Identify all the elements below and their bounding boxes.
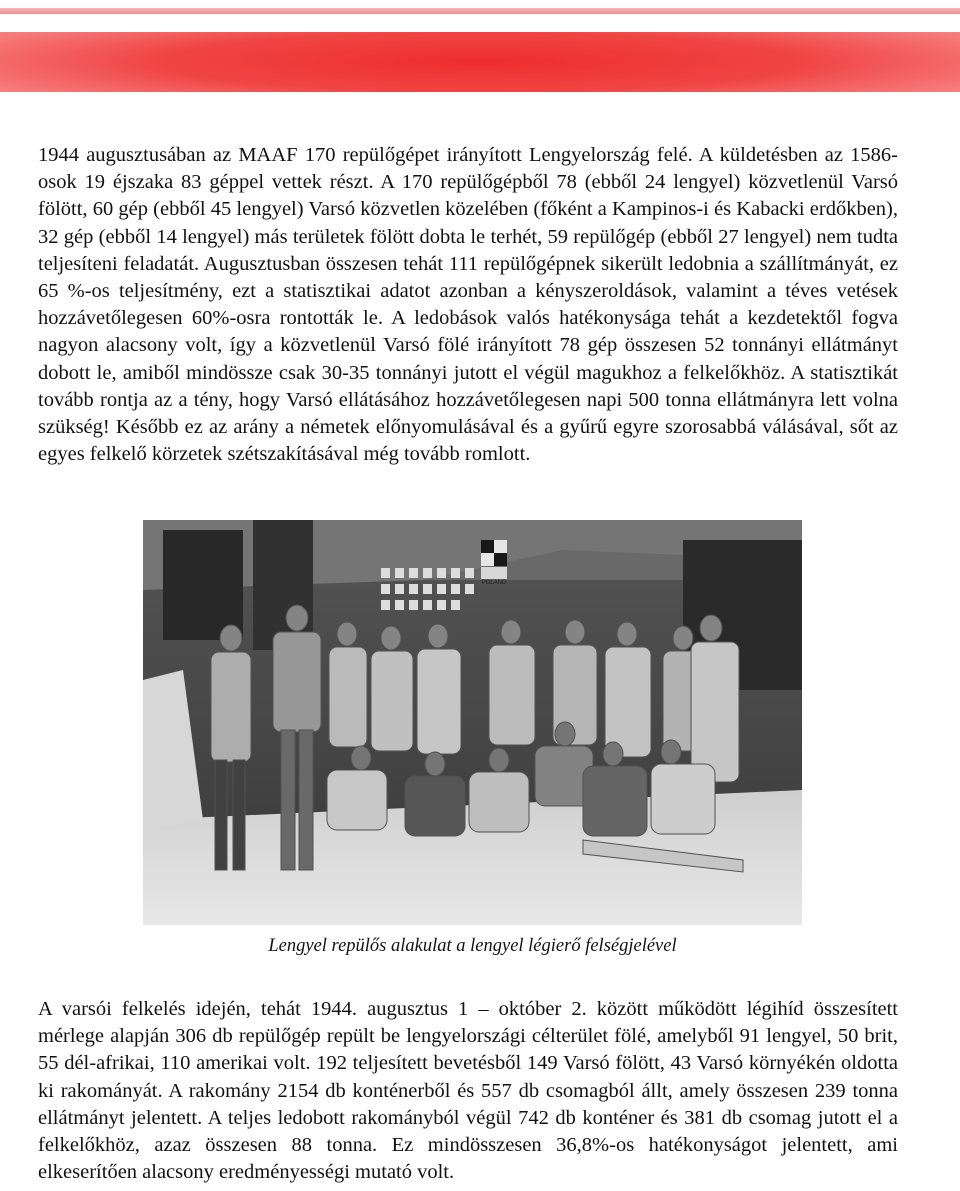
squadron-photo <box>143 520 802 925</box>
body-paragraph-1: 1944 augusztusában az MAAF 170 repülőgépet irányított Lengyelország felé. A küldetésben az 1586-osok 19 éjszaka 83 géppel vettek részt. A 170 repülőgépből 78 (ebből 24 lengyel) közvetlenül Varsó fölött, 60 gép (ebből 45 lengyel) Varsó közvetlen közelében (főként a Kampinos-i és Kabacki erdőkben), 32 gép (ebből 14 lengyel) más területek fölött dobta le terhét, 59 repülőgép (ebből 27 lengyel) nem tudta teljesíteni feladatát. Augusztusban összesen tehát 111 repülőgépnek sikerült ledobnia a szállítmányát, ez 65 %-os teljesítmény, ezt a statisztikai adatot azonban a kényszeroldások, valamint a téves vetések hozzávetőlegesen 60%-osra rontották le. A ledobások valós hatékonysága tehát a kezdetektől fogva nagyon alacsony volt, így a közvetlenül Varsó fölé irányított 78 gép összesen 52 tonnányi ellátmányt dobott le, amiből mindössze csak 30-35 tonnányi jutott el végül magukhoz a felkelőkhöz. A statisztikát tovább rontja az a tény, hogy Varsó ellátásához hozzávetőlegesen napi 500 tonna ellátmányra lett volna szükség! Később ez az arány a németek előnyomulásával és a gyűrű egyre szorosabbá válásával, sőt az egyes felkelő körzetek szétszakításával még tovább romlott. <box>38 144 898 466</box>
body-paragraph-2: A varsói felkelés idején, tehát 1944. augusztus 1 – október 2. között működött légihíd összesített mérlege alapján 306 db repülőgép repült be lengyelországi célterület fölé, amelyből 91 lengyel, 50 brit, 55 dél-afrikai, 110 amerikai volt. 192 teljesített bevetésből 149 Varsó fölött, 43 Varsó környékén oldotta ki rakományát. A rakomány 2154 db konténerből és 557 db csomagból állt, amely összesen 239 tonna ellátmányt jelentett. A teljes ledobott rakományból végül 742 db konténer és 381 db csomag jutott el a felkelőkhöz, azaz összesen 88 tonna. Ez mindösszesen 36,8%-os hatékonyságot jelentett, ami elkeserítően alacsony eredményességi mutató volt. <box>38 998 898 1184</box>
header-red-band <box>0 32 960 92</box>
header-thin-stripe <box>0 8 960 14</box>
photo-caption: Lengyel repülős alakulat a lengyel légierő felségjelével <box>268 936 677 956</box>
insignia-label: POLAND <box>481 580 507 586</box>
